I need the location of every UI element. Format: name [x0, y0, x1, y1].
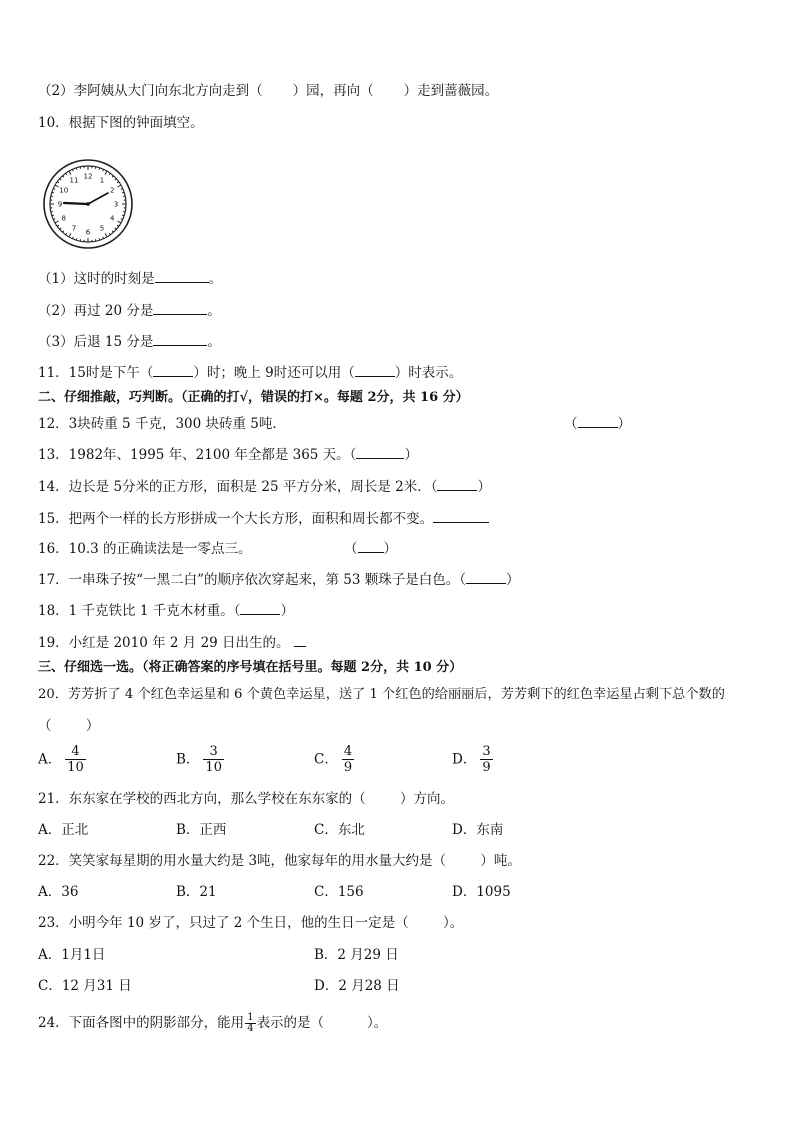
clock-icon — [42, 158, 134, 250]
q10-blank-1[interactable] — [155, 270, 209, 283]
q20-option-fraction — [65, 744, 86, 775]
q10-blank-2[interactable] — [153, 302, 207, 315]
q17-blank[interactable] — [466, 571, 506, 584]
q12-paren-right: ） — [617, 416, 631, 432]
q16 — [38, 540, 252, 558]
clock-number: 6 — [85, 228, 91, 237]
q20-option-fraction — [342, 744, 354, 775]
fraction-denominator: 10 — [67, 760, 84, 775]
q12-paren-left: （ — [564, 416, 578, 432]
q12-text: 12．3块砖重 5 千克，300 块砖重 5吨． — [38, 416, 286, 432]
q20-option-label: A． — [38, 751, 62, 768]
fraction-denominator: 9 — [343, 760, 353, 775]
q21-option-b[interactable]: B．正西 — [176, 822, 227, 838]
q17-paren-right: ） — [506, 572, 520, 588]
q22-option-b[interactable]: B．21 — [176, 884, 217, 900]
q20-option-b[interactable] — [176, 744, 224, 775]
q21-option-c[interactable]: C．东北 — [314, 822, 365, 838]
q22-option-a[interactable]: A．36 — [38, 884, 79, 900]
q24 — [38, 1013, 387, 1034]
q12 — [38, 415, 286, 433]
q14-text: 14．边长是 5分米的正方形，面积是 25 平方分米，周长是 2米．（ — [38, 479, 438, 495]
fraction-denominator: 10 — [205, 760, 222, 775]
q10-sub2-end: 。 — [207, 303, 221, 319]
q19-blank[interactable] — [294, 634, 306, 647]
q11-text-b: ）时；晚上 9时还可以用（ — [193, 365, 355, 381]
clock-number: 7 — [71, 224, 77, 233]
clock-number: 11 — [69, 176, 79, 185]
q23-option-d[interactable]: D．2 月28 日 — [314, 978, 400, 994]
q10-sub3-end: 。 — [207, 334, 221, 350]
q11-text-a: 11．15时是下午（ — [38, 365, 154, 381]
q20-option-label: B． — [176, 751, 200, 768]
q23-option-b[interactable]: B．2 月29 日 — [314, 947, 399, 963]
q9-part2 — [38, 82, 498, 100]
q24-frac-num: 1 — [247, 1012, 254, 1023]
q16-blank[interactable] — [358, 540, 384, 553]
q18-blank[interactable] — [240, 602, 280, 615]
q24-fraction — [245, 1013, 255, 1034]
fraction-numerator: 3 — [209, 744, 218, 759]
q20-paren[interactable]: （ ） — [38, 718, 100, 734]
q16-text: 16．10.3 的正确读法是一零点三。 — [38, 541, 252, 557]
q20-option-d[interactable] — [452, 744, 493, 775]
q17 — [38, 571, 520, 589]
q10-blank-3[interactable] — [153, 333, 207, 346]
q9-text-b: ）园，再向（ — [292, 83, 374, 99]
q9-text-c: ）走到蔷薇园。 — [403, 83, 499, 99]
clock-number: 10 — [59, 186, 69, 195]
q18-paren-right: ） — [280, 603, 294, 619]
q20-option-a[interactable] — [38, 744, 86, 775]
q20-option-label: C． — [314, 751, 338, 768]
q20-option-label: D． — [452, 751, 477, 768]
q21-option-a[interactable]: A．正北 — [38, 822, 89, 838]
q19-text: 19．小红是 2010 年 2 月 29 日出生的。 — [38, 635, 290, 651]
q21-text: 21．东东家在学校的西北方向，那么学校在东东家的（ ）方向。 — [38, 791, 455, 807]
q22-option-c[interactable]: C．156 — [314, 884, 364, 900]
q10-sub1 — [38, 270, 222, 288]
q23-option-c[interactable]: C．12 月31 日 — [38, 978, 132, 994]
fraction-denominator: 9 — [482, 760, 491, 775]
q11-text-c: ）时表示。 — [394, 365, 463, 381]
q15-text: 15．把两个一样的长方形拼成一个大长方形，面积和周长都不变。 — [38, 511, 434, 527]
q14 — [38, 478, 491, 496]
clock-number: 4 — [110, 214, 115, 223]
q17-text: 17．一串珠子按“一黑二白”的顺序依次穿起来，第 53 颗珠子是白色。（ — [38, 572, 466, 588]
q11 — [38, 364, 462, 382]
q20-text: 20．芳芳折了 4 个红色幸运星和 6 个黄色幸运星，送了 1 个红色的给丽丽后，芳芳剩下的红色幸运星占剩下总个数的 — [38, 687, 725, 702]
section-3-heading: 三、仔细选一选。（将正确答案的序号填在括号里。每题 2分，共 10 分） — [38, 660, 463, 675]
q20-option-fraction — [203, 744, 224, 775]
q24-text-a: 24．下面各图中的阴影部分，能用 — [38, 1015, 245, 1031]
q10-sub1-text: （1）这时的时刻是 — [38, 271, 155, 287]
q10-title: 10．根据下图的钟面填空。 — [38, 115, 204, 131]
q11-blank-2[interactable] — [355, 364, 395, 377]
clock-number: 8 — [61, 214, 66, 223]
q13-paren-right: ） — [404, 447, 418, 463]
clock-minute-hand — [88, 193, 108, 204]
q22-option-d[interactable]: D．1095 — [452, 884, 511, 900]
q22-text: 22．笑笑家每星期的用水量大约是 3吨，他家每年的用水量大约是（ ）吨。 — [38, 853, 521, 869]
q16-paren-right: ） — [383, 541, 397, 557]
q23-option-a[interactable]: A．1月1日 — [38, 947, 106, 963]
q16-answer — [344, 540, 397, 558]
q11-blank-1[interactable] — [153, 364, 193, 377]
fraction-numerator: 4 — [343, 744, 353, 759]
section-2-heading: 二、仔细推敲，巧判断。（正确的打√，错误的打×。每题 2分，共 16 分） — [38, 390, 469, 405]
q9-text-a: （2）李阿姨从大门向东北方向走到（ — [38, 83, 263, 99]
clock-number: 2 — [110, 186, 115, 195]
clock-hour-hand — [64, 203, 88, 204]
q13 — [38, 446, 418, 464]
q20-option-c[interactable] — [314, 744, 354, 775]
q10-sub3-text: （3）后退 15 分是 — [38, 334, 154, 350]
q15 — [38, 510, 489, 528]
clock-number: 3 — [113, 200, 119, 209]
q18 — [38, 602, 294, 620]
q13-text: 13．1982年、1995 年、2100 年全都是 365 天。（ — [38, 447, 357, 463]
clock-number: 9 — [57, 200, 63, 209]
q14-blank[interactable] — [437, 478, 477, 491]
clock-number: 12 — [83, 172, 93, 181]
clock-number: 1 — [99, 176, 105, 185]
q13-blank[interactable] — [356, 446, 404, 459]
q19 — [38, 634, 306, 652]
clock-number: 5 — [99, 224, 105, 233]
q12-blank[interactable] — [578, 415, 618, 428]
fraction-numerator: 4 — [71, 744, 80, 759]
q10-sub2-text: （2）再过 20 分是 — [38, 303, 154, 319]
q16-paren-left: （ — [344, 541, 358, 557]
q10-sub3 — [38, 333, 221, 351]
q12-answer — [564, 415, 631, 433]
fraction-numerator: 3 — [482, 744, 491, 759]
q10-sub1-end: 。 — [208, 271, 223, 287]
q15-blank[interactable] — [433, 510, 489, 523]
q21-option-d[interactable]: D．东南 — [452, 822, 504, 838]
q24-frac-den: 4 — [247, 1023, 254, 1034]
q14-paren-right: ） — [477, 479, 491, 495]
q20-option-fraction — [480, 744, 492, 775]
q24-text-b: 表示的是（ ）。 — [256, 1015, 388, 1031]
q10-sub2 — [38, 302, 221, 320]
q23-text: 23．小明今年 10 岁了，只过了 2 个生日，他的生日一定是（ ）。 — [38, 915, 464, 931]
q18-text: 18．1 千克铁比 1 千克木材重。（ — [38, 603, 241, 619]
